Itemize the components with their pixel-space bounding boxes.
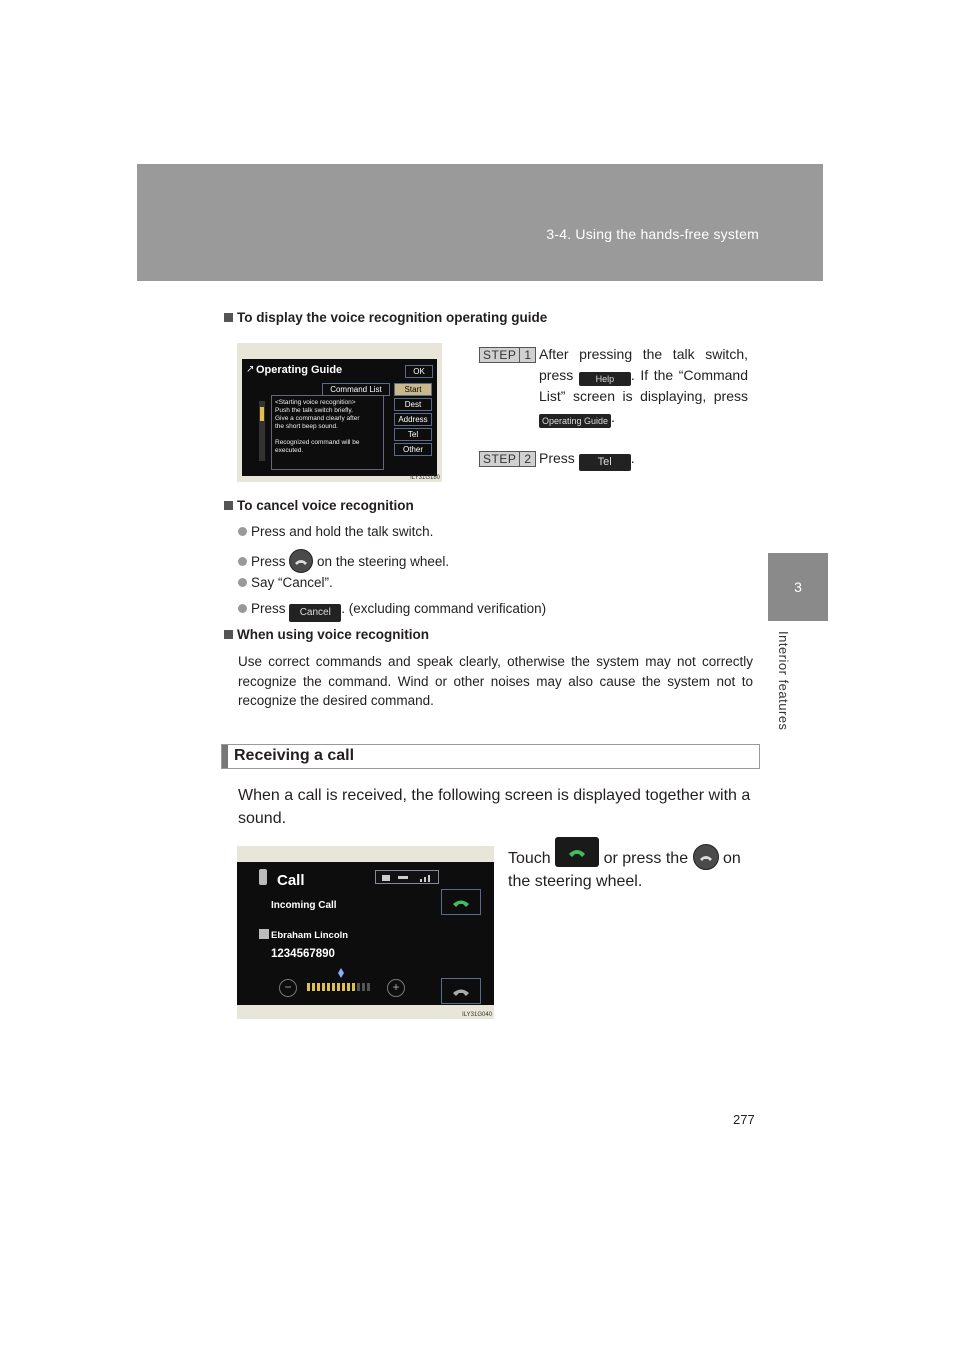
cancel-bullet-1: Press and hold the talk switch. (238, 524, 433, 539)
image-code: ILY31G180 (410, 475, 440, 481)
phone-hangup-icon (442, 979, 480, 1003)
cancel-heading: To cancel voice recognition (224, 498, 414, 513)
caller-name: Ebraham Lincoln (271, 930, 349, 941)
cancel-bullet-2: Press on the steering wheel. (238, 549, 449, 573)
using-heading: When using voice recognition (224, 627, 429, 642)
step2-text: Press Tel . (539, 448, 635, 471)
bullet-dot-icon (238, 557, 247, 566)
help-button-ref: Help (579, 372, 631, 386)
cancel-bullet-4: Press Cancel . (excluding command verification) (238, 601, 546, 622)
screen-title: Operating Guide (256, 364, 343, 376)
answer-button-ref (555, 837, 599, 867)
status-indicators (375, 870, 439, 884)
screen (237, 862, 494, 1005)
scroll-bar[interactable] (259, 401, 265, 461)
incoming-call-screenshot (237, 846, 494, 1019)
tel-button-ref: Tel (579, 454, 631, 471)
steering-phone-icon (693, 844, 719, 870)
screen-title: Call (277, 872, 305, 889)
step1-badge: STEP 1 (479, 346, 536, 364)
cellphone-icon (257, 868, 269, 886)
receiving-title: Receiving a call (234, 747, 355, 764)
volume-level-bar (307, 982, 377, 992)
square-bullet-icon (224, 630, 233, 639)
cancel-button-ref: Cancel (289, 604, 341, 622)
start-button[interactable]: Start (394, 383, 432, 396)
cancel-bullet-3: Say “Cancel”. (238, 575, 333, 590)
screen (242, 359, 437, 476)
scroll-thumb[interactable] (260, 407, 264, 421)
guide-heading: To display the voice recognition operating guide (224, 310, 547, 325)
chapter-label: Interior features (776, 631, 791, 731)
square-bullet-icon (224, 313, 233, 322)
header-band (137, 164, 823, 281)
signal-icon (376, 872, 438, 884)
command-list-button[interactable]: Command List (322, 383, 390, 396)
square-bullet-icon (224, 501, 233, 510)
receiving-instruction: Touch or press the on the steering wheel. (508, 837, 756, 893)
volume-down-button[interactable]: − (279, 979, 297, 997)
phone-answer-icon (555, 837, 599, 867)
section-title: 3-4. Using the hands-free system (546, 226, 759, 242)
phone-answer-icon (442, 890, 480, 914)
answer-call-button[interactable] (441, 889, 481, 915)
volume-up-button[interactable]: + (387, 979, 405, 997)
step1-text: After pressing the talk switch, press Help . If the “Command List” screen is displaying, press Operating Guide . (539, 346, 749, 426)
tel-button[interactable]: Tel (394, 428, 432, 441)
contact-icon (259, 929, 269, 939)
other-button[interactable]: Other (394, 443, 432, 456)
phone-hangup-icon (289, 549, 313, 573)
dest-button[interactable]: Dest (394, 398, 432, 411)
incoming-call-label: Incoming Call (271, 900, 337, 911)
guide-text-box: <Starting voice recognition> Push the talk switch briefly. Give a command clearly after the short beep sound. Recognized command will be executed. (271, 395, 384, 470)
address-button[interactable]: Address (394, 413, 432, 426)
chapter-tab: 3 (768, 553, 828, 621)
page-number: 277 (733, 1112, 755, 1127)
bullet-dot-icon (238, 604, 247, 613)
bullet-dot-icon (238, 527, 247, 536)
operating-guide-screenshot (237, 343, 442, 482)
bullet-dot-icon (238, 578, 247, 587)
using-text: Use correct commands and speak clearly, otherwise the system may not correctly recognize the command. Wind or other noises may also cause the system not to recognize the desired command. (238, 654, 753, 708)
receiving-section-bar (221, 744, 760, 769)
receiving-intro: When a call is received, the following screen is displayed together with a sound. (238, 787, 751, 827)
volume-icon (337, 968, 345, 978)
image-code: ILY31G040 (462, 1012, 492, 1018)
hangup-call-button[interactable] (441, 978, 481, 1004)
operating-guide-button-ref: Operating Guide (539, 414, 611, 428)
caller-number: 1234567890 (271, 948, 335, 960)
step2-badge: STEP 2 (479, 450, 536, 468)
ok-button[interactable]: OK (405, 365, 433, 378)
wrench-icon: ↗ (246, 364, 255, 375)
